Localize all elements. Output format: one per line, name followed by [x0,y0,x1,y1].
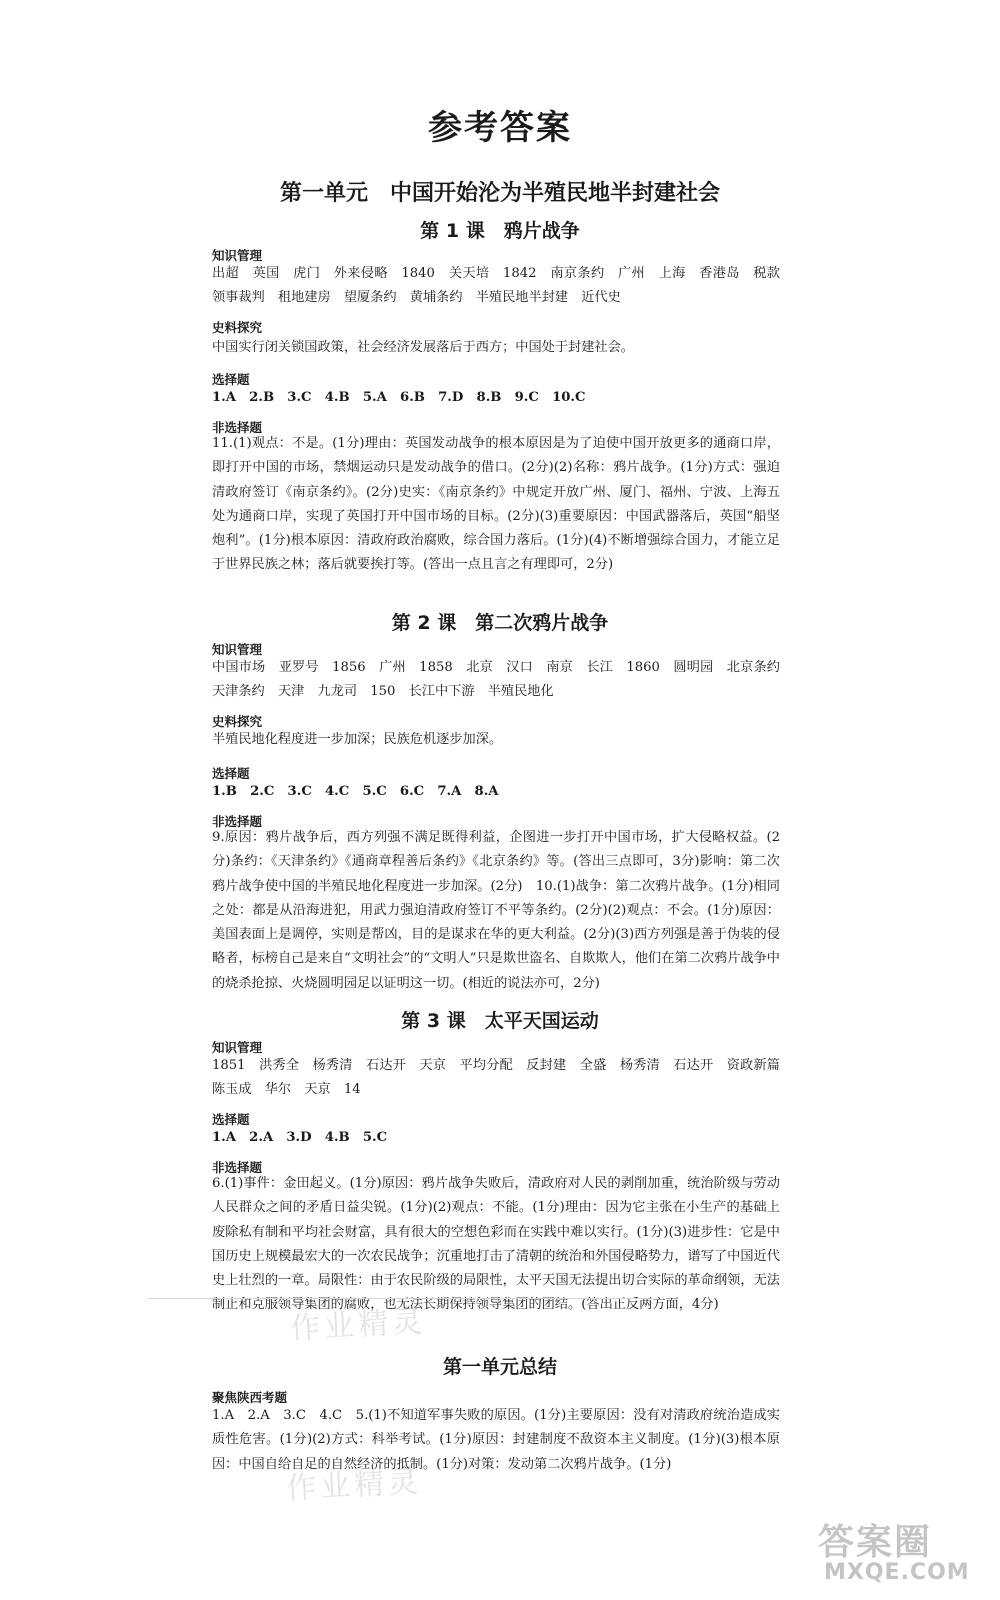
lesson-2-choice-label: 选择题 [212,766,250,781]
watermark-stamp-upper: 作业精灵 [289,1304,428,1347]
lesson-1-knowledge-text: 出超 英国 虎门 外来侵略 1840 关天培 1842 南京条约 广州 上海 香港岛 税款 领事裁判 租地建房 望厦条约 黄埔条约 半殖民地半封建 近代史 [212,266,794,306]
unit-summary-title: 第一单元总结 [442,1356,557,1378]
lesson-3-choice-answers: 1.A 2.A 3.D 4.B 5.C [212,1130,388,1145]
site-logo-watermark [818,1514,978,1592]
lesson-2-title: 第 2 课 第二次鸦片战争 [391,612,609,634]
lesson-3-knowledge-text: 1851 洪秀全 杨秀清 石达开 天京 平均分配 反封建 全盛 杨秀清 石达开 资政新篇 陈玉成 华尔 天京 14 [212,1058,794,1098]
lesson-1-source-text: 中国实行闭关锁国政策，社会经济发展落后于西方；中国处于封建社会。 [212,340,634,355]
page-title: 参考答案 [428,108,572,148]
lesson-3-choice-label: 选择题 [212,1112,250,1127]
lesson-1-nonchoice-label: 非选择题 [212,420,263,435]
lesson-2-nonchoice-label: 非选择题 [212,814,263,829]
site-logo-en: MXQE.COM [824,1560,970,1585]
site-logo-cn: 答案圈 [818,1522,933,1563]
lesson-1-nonchoice-text: 11.(1)观点：不是。(1分)理由：英国发动战争的根本原因是为了迫使中国开放更多的通商口岸，即打开中国的市场，禁烟运动只是发动战争的借口。(2分)(2)名称：鸦片战争。(1分)方式：强迫清政府签订《南京条约》。(2分)史实：《南京条约》中规定开放广州、厦门、福州、宁波、上海五处为通商口岸，实现了英国打开中国市场的目标。(2分)(3)重要原因：中国武器落后，英国“船坚炮利”。(1分)根本原因：清政府政治腐败，综合国力落后。(1分)(4)不断增强综合国力，才能立足于世界民族之林；落后就要挨打等。(答出一点且言之有理即可，2分) [212,436,780,573]
unit-summary-label: 聚焦陕西考题 [212,1390,288,1405]
lesson-2-knowledge-text: 中国市场 亚罗号 1856 广州 1858 北京 汉口 南京 长江 1860 圆明园 北京条约 天津条约 天津 九龙司 150 长江中下游 半殖民地化 [212,660,794,700]
lesson-3-nonchoice-text: 6.(1)事件：金田起义。(1分)原因：鸦片战争失败后，清政府对人民的剥削加重，统治阶级与劳动人民群众之间的矛盾日益尖锐。(1分)(2)观点：不能。(1分)理由：因为它主张在小生产的基础上废除私有制和平均社会财富，具有很大的空想色彩而在实践中难以实行。(1分)(3)进步性：它是中国历史上规模最宏大的一次农民战争；沉重地打击了清朝的统治和外国侵略势力，谱写了中国近代史上壮烈的一章。局限性：由于农民阶级的局限性，太平天国无法提出切合实际的革命纲领，无法制止和克服领导集团的腐败，也无法长期保持领导集团的团结。(答出正反两方面，4分) [212,1176,780,1313]
lesson-3-knowledge-label: 知识管理 [212,1040,263,1055]
lesson-2-source-text: 半殖民地化程度进一步加深；民族危机逐步加深。 [212,732,503,747]
lesson-1-knowledge-label: 知识管理 [212,248,263,263]
watermark-stamp-lower: 作业精灵 [285,1464,424,1507]
lesson-1-source-label: 史料探究 [212,320,263,335]
lesson-2-knowledge-label: 知识管理 [212,642,263,657]
lesson-2-source-label: 史料探究 [212,714,263,729]
unit-title: 第一单元 中国开始沦为半殖民地半封建社会 [279,181,720,206]
lesson-2-choice-answers: 1.B 2.C 3.C 4.C 5.C 6.C 7.A 8.A [212,784,499,799]
lesson-1-title: 第 1 课 鸦片战争 [420,220,580,242]
lesson-1-choice-answers: 1.A 2.B 3.C 4.B 5.A 6.B 7.D 8.B 9.C 10.C [212,390,586,405]
lesson-3-title: 第 3 课 太平天国运动 [401,1010,599,1032]
lesson-3-nonchoice-label: 非选择题 [212,1160,263,1175]
lesson-2-nonchoice-text: 9.原因：鸦片战争后，西方列强不满足既得利益，企图进一步打开中国市场，扩大侵略权益。(2分)条约：《天津条约》《通商章程善后条约》《北京条约》等。(答出三点即可，3分)影响：第二次鸦片战争使中国的半殖民地化程度进一步加深。(2分) 10.(1)战争：第二次鸦片战争。(1分)相同之处：都是从沿海进犯，用武力强迫清政府签订不平等条约。(2分)(2)观点：不会。(1分)原因：美国表面上是调停，实则是帮凶，目的是谋求在华的更大利益。(2分)(3)西方列强是善于伪装的侵略者，标榜自己是来自“文明社会”的“文明人”只是欺世盗名、自欺欺人，他们在第二次鸦片战争中的烧杀抢掠、火烧圆明园足以证明这一切。(相近的说法亦可，2分) [212,830,780,991]
lesson-1-choice-label: 选择题 [212,372,250,387]
unit-summary-text: 1.A 2.A 3.C 4.C 5.(1)不知道军事失败的原因。(1分)主要原因：没有对清政府统治造成实质性危害。(1分)(2)方式：科举考试。(1分)原因：封建制度不敌资本主义制度。(1分)(3)根本原因：中国自给自足的自然经济的抵制。(1分)对策：发动第二次鸦片战争。(1分) [212,1408,780,1472]
